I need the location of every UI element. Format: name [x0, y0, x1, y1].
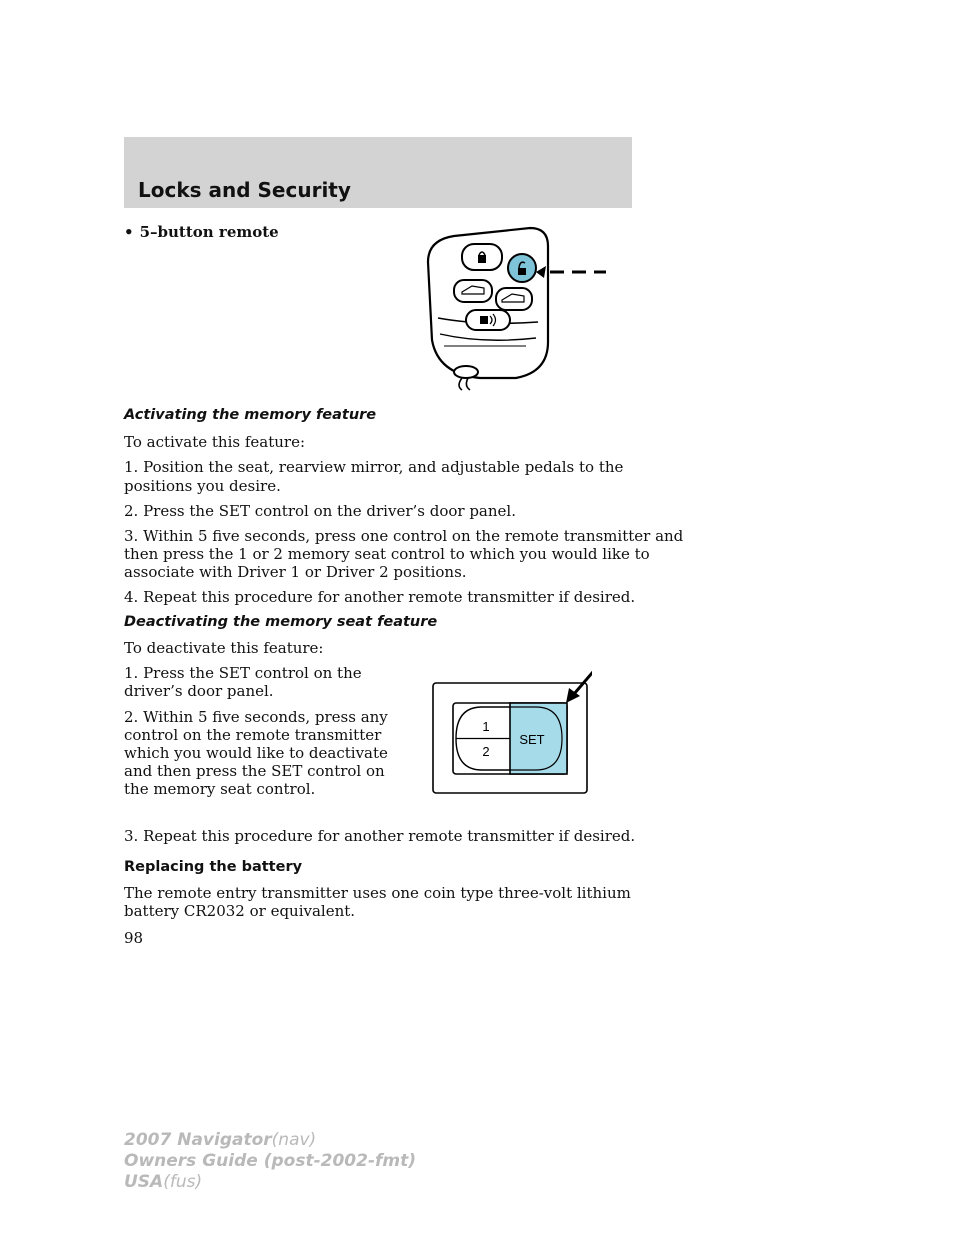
bullet-label: 5–button remote [139, 223, 279, 241]
footer-model: 2007 Navigator [124, 1130, 272, 1150]
deactivate-intro: To deactivate this feature: [124, 639, 324, 657]
deactivate-step2-line4: and then press the SET control on [124, 762, 385, 780]
deactivate-heading: Deactivating the memory seat feature [124, 614, 438, 630]
activate-step4: 4. Repeat this procedure for another remote transmitter if desired. [124, 588, 636, 606]
deactivate-step2-line5: the memory seat control. [124, 780, 316, 798]
remote-lock-button [462, 244, 502, 270]
battery-heading: Replacing the battery [124, 859, 303, 875]
remote-fob-illustration [410, 222, 610, 392]
remote-liftgate-button [454, 280, 492, 302]
footer-line2 [124, 1151, 416, 1171]
deactivate-step2-line2: control on the remote transmitter [124, 726, 382, 744]
remote-panic-button [466, 310, 510, 330]
deactivate-step2-line1: 2. Within 5 five seconds, press any [124, 708, 388, 726]
section-title: Locks and Security [138, 178, 351, 202]
footer-model-code: (nav) [271, 1130, 317, 1150]
footer-guide: Owners Guide (post-2002-fmt) [124, 1151, 417, 1171]
memory-button-2-label: 2 [482, 744, 490, 759]
activate-step1-line2: positions you desire. [124, 477, 281, 495]
activate-step1-line1: 1. Position the seat, rearview mirror, and adjustable pedals to the [124, 458, 624, 476]
footer-market: USA [124, 1172, 164, 1192]
deactivate-step1-line2: driver’s door panel. [124, 682, 274, 700]
activate-step3-line1: 3. Within 5 five seconds, press one control on the remote transmitter and [124, 527, 684, 545]
memory-button-1-label: 1 [482, 719, 490, 734]
remote-liftglass-button [496, 288, 532, 310]
footer-line3 [124, 1172, 202, 1192]
deactivate-step1-line1: 1. Press the SET control on the [124, 664, 362, 682]
activate-step2: 2. Press the SET control on the driver’s door panel. [124, 502, 516, 520]
bullet-symbol: • [124, 223, 134, 241]
page-number: 98 [124, 929, 144, 947]
memory-seat-panel-illustration [432, 650, 592, 795]
footer-market-code: (fus) [163, 1172, 203, 1192]
remote-unlock-button-highlighted [508, 254, 536, 282]
battery-line1: The remote entry transmitter uses one coin type three-volt lithium [124, 884, 631, 902]
activate-step3-line2: then press the 1 or 2 memory seat control to which you would like to [124, 545, 650, 563]
activate-step3-line3: associate with Driver 1 or Driver 2 positions. [124, 563, 467, 581]
set-button-label: SET [519, 732, 545, 747]
bullet-item [124, 224, 279, 241]
activate-intro: To activate this feature: [124, 433, 306, 451]
pointer-arrow [566, 652, 592, 703]
deactivate-step3: 3. Repeat this procedure for another remote transmitter if desired. [124, 827, 636, 845]
footer-line1 [124, 1130, 316, 1150]
battery-line2: battery CR2032 or equivalent. [124, 902, 356, 920]
activate-heading: Activating the memory feature [124, 407, 377, 423]
deactivate-step2-line3: which you would like to deactivate [124, 744, 388, 762]
